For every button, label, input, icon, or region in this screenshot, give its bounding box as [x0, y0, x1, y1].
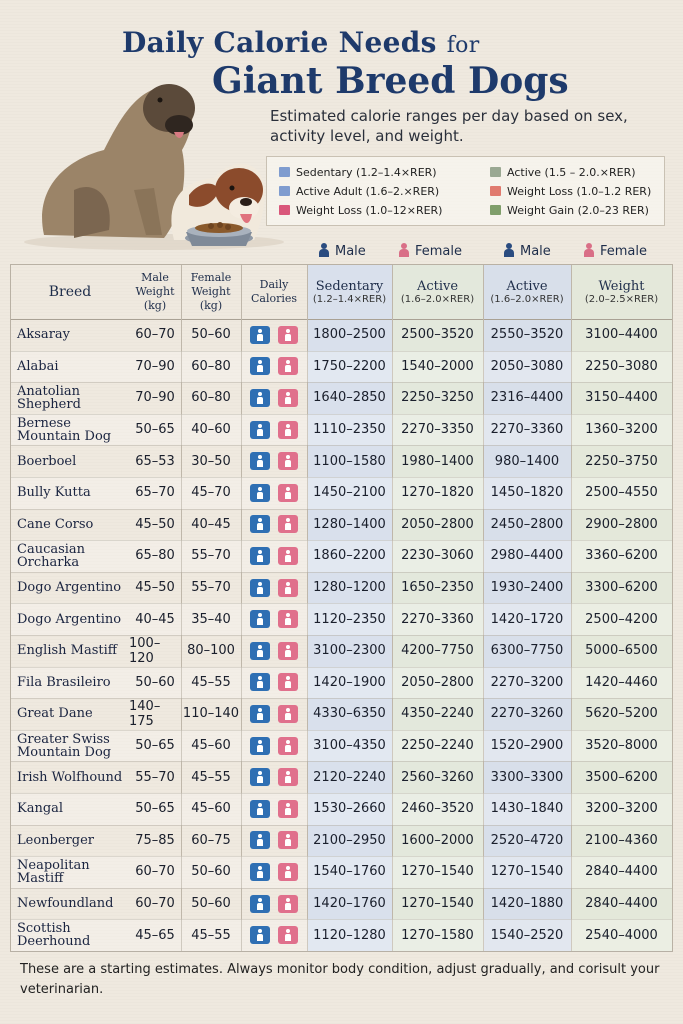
daily-calories-icons — [241, 635, 307, 667]
female-weight-cell: 45–70 — [191, 485, 231, 501]
active-male-cell: 6300–7750 — [490, 643, 564, 659]
table-row — [11, 319, 672, 352]
male-weight-cell: 75–85 — [135, 832, 175, 848]
legend-item-weight-loss-2: Weight Loss (1.0–12×RER) — [279, 203, 442, 219]
sedentary-cell: 1420–1900 — [313, 674, 386, 690]
table-row — [11, 572, 672, 605]
active-female-cell: 1270–1540 — [401, 864, 474, 880]
table-row — [11, 382, 672, 415]
female-weight-cell: 35–40 — [191, 611, 231, 627]
daily-calories-icons — [241, 698, 307, 730]
breed-name: Fila Brasileiro — [17, 674, 111, 690]
active-male-cell: 1930–2400 — [490, 580, 564, 596]
female-weight-cell: 60–80 — [191, 390, 231, 406]
male-weight-cell: 140–175 — [129, 698, 161, 729]
active-female-cell: 2250–3250 — [401, 390, 474, 406]
table-row — [11, 761, 672, 794]
header-daily-calories: Daily Calories — [250, 278, 298, 305]
male-icon — [250, 515, 270, 533]
weight-cell: 3200–3200 — [585, 801, 658, 817]
male-icon — [250, 610, 270, 628]
sedentary-cell: 2120–2240 — [313, 769, 386, 785]
active-female-cell: 1980–1400 — [401, 453, 474, 469]
daily-calories-icons — [241, 793, 307, 825]
daily-calories-icons — [241, 509, 307, 541]
daily-calories-icons — [241, 919, 307, 951]
daily-calories-icons — [241, 888, 307, 920]
table-row — [11, 856, 672, 889]
active-female-cell: 2230–3060 — [401, 548, 474, 564]
weight-cell: 2100–4360 — [585, 832, 658, 848]
female-icon — [278, 421, 298, 439]
active-female-cell: 2050–2800 — [401, 516, 474, 532]
active-female-cell: 1270–1820 — [401, 485, 474, 501]
breed-name: Dogo Argentino — [17, 580, 122, 596]
daily-calories-icons — [241, 572, 307, 604]
legend-swatch — [279, 205, 290, 215]
active-female-cell: 1270–1580 — [401, 927, 474, 943]
legend-swatch — [490, 205, 501, 215]
active-female-cell: 1540–2000 — [401, 358, 474, 374]
active-female-cell: 4200–7750 — [401, 643, 474, 659]
female-weight-cell: 50–60 — [191, 327, 231, 343]
daily-calories-icons — [241, 667, 307, 699]
sedentary-cell: 1450–2100 — [313, 485, 386, 501]
weight-cell: 3300–6200 — [585, 580, 658, 596]
male-weight-cell: 50–65 — [135, 738, 175, 754]
sedentary-cell: 1640–2850 — [313, 390, 386, 406]
male-weight-cell: 45–50 — [135, 516, 175, 532]
table-header — [11, 265, 672, 320]
female-weight-cell: 40–45 — [191, 516, 231, 532]
footer-note: These are a starting estimates. Always monitor body condition, adjust gradually, and corisult your veterinarian. — [20, 962, 660, 997]
sedentary-cell: 1540–1760 — [313, 864, 386, 880]
title-suffix: for — [446, 33, 480, 58]
female-weight-cell: 30–50 — [191, 453, 231, 469]
active-male-cell: 2050–3080 — [490, 358, 564, 374]
active-male-cell: 1420–1880 — [490, 896, 564, 912]
breed-name: Great Dane — [17, 706, 93, 722]
female-icon — [278, 863, 298, 881]
breed-name: Boerboel — [17, 453, 77, 469]
weight-cell: 2250–3080 — [585, 358, 658, 374]
male-weight-cell: 100–120 — [129, 635, 161, 666]
male-weight-cell: 60–70 — [135, 864, 175, 880]
male-weight-cell: 70–90 — [135, 390, 175, 406]
male-icon — [250, 768, 270, 786]
female-icon — [278, 515, 298, 533]
active-female-cell: 2460–3520 — [401, 801, 474, 817]
male-icon — [318, 243, 330, 257]
breed-name: English Mastiff — [17, 643, 118, 659]
weight-cell: 5000–6500 — [585, 643, 658, 659]
active-male-cell: 980–1400 — [494, 453, 560, 469]
legend-swatch — [490, 186, 501, 196]
daily-calories-icons — [241, 856, 307, 888]
active-male-cell: 2550–3520 — [490, 327, 564, 343]
female-weight-cell: 60–80 — [191, 358, 231, 374]
female-icon — [278, 642, 298, 660]
active-male-cell: 2316–4400 — [490, 390, 564, 406]
header-male-weight: Male Weight (kg) — [135, 271, 175, 312]
male-icon — [250, 389, 270, 407]
active-male-cell: 2270–3260 — [490, 706, 564, 722]
breed-name: Leonberger — [17, 832, 94, 848]
female-weight-cell: 45–60 — [191, 801, 231, 817]
male-icon — [250, 484, 270, 502]
breed-name: Newfoundland — [17, 896, 114, 912]
female-icon — [278, 705, 298, 723]
active-female-cell: 1270–1540 — [401, 896, 474, 912]
male-weight-cell: 40–45 — [135, 611, 175, 627]
table-row — [11, 667, 672, 700]
weight-cell: 1420–4460 — [585, 674, 658, 690]
female-icon — [278, 610, 298, 628]
legend-swatch — [279, 186, 290, 196]
legend-swatch — [279, 167, 290, 177]
dogs-illustration — [14, 70, 289, 255]
active-male-cell: 1430–1840 — [490, 801, 564, 817]
weight-cell: 3360–6200 — [585, 548, 658, 564]
active-female-cell: 2560–3260 — [401, 769, 474, 785]
male-weight-cell: 55–70 — [135, 769, 175, 785]
sedentary-cell: 3100–2300 — [313, 643, 386, 659]
female-icon — [278, 389, 298, 407]
sedentary-cell: 1420–1760 — [313, 896, 386, 912]
daily-calories-icons — [241, 319, 307, 351]
active-male-cell: 1540–2520 — [490, 927, 564, 943]
legend-swatch — [490, 167, 501, 177]
sedentary-cell: 1110–2350 — [313, 422, 386, 438]
subtitle: Estimated calorie ranges per day based on sex, activity level, and weight. — [270, 107, 628, 145]
legend — [266, 156, 665, 226]
female-icon — [398, 243, 410, 257]
sex-header-female-1: Female — [398, 242, 462, 262]
active-female-cell: 2250–2240 — [401, 738, 474, 754]
female-weight-cell: 45–55 — [191, 769, 231, 785]
header-weight: Weight (2.0–2.5×RER) — [584, 279, 659, 305]
weight-cell: 2500–4200 — [585, 611, 658, 627]
table-row — [11, 698, 672, 731]
weight-cell: 2540–4000 — [585, 927, 658, 943]
sedentary-cell: 1800–2500 — [313, 327, 386, 343]
active-male-cell: 2270–3200 — [490, 674, 564, 690]
active-female-cell: 2270–3360 — [401, 611, 474, 627]
female-weight-cell: 50–60 — [191, 896, 231, 912]
table-row — [11, 540, 672, 573]
male-icon — [250, 357, 270, 375]
breed-name: Kangal — [17, 801, 64, 817]
title-line-1: Daily Calorie Needs for — [122, 26, 480, 59]
female-icon — [278, 484, 298, 502]
breed-name: Caucasian Orcharka — [17, 541, 86, 570]
weight-cell: 2900–2800 — [585, 516, 658, 532]
female-icon — [278, 895, 298, 913]
sedentary-cell: 1280–1400 — [313, 516, 386, 532]
male-icon — [250, 737, 270, 755]
daily-calories-icons — [241, 825, 307, 857]
weight-cell: 3150–4400 — [585, 390, 658, 406]
active-male-cell: 1450–1820 — [490, 485, 564, 501]
female-weight-cell: 50–60 — [191, 864, 231, 880]
active-female-cell: 2270–3350 — [401, 422, 474, 438]
male-weight-cell: 50–65 — [135, 801, 175, 817]
male-icon — [250, 673, 270, 691]
male-icon — [250, 579, 270, 597]
female-weight-cell: 55–70 — [191, 548, 231, 564]
male-weight-cell: 65–70 — [135, 485, 175, 501]
female-icon — [278, 673, 298, 691]
weight-cell: 3520–8000 — [585, 738, 658, 754]
header-sedentary: Sedentary (1.2–1.4×RER) — [312, 279, 387, 305]
male-weight-cell: 45–65 — [135, 927, 175, 943]
sex-header-male-2: Male — [503, 242, 551, 262]
sedentary-cell: 2100–2950 — [313, 832, 386, 848]
female-weight-cell: 60–75 — [191, 832, 231, 848]
sedentary-cell: 1120–2350 — [313, 611, 386, 627]
female-icon — [278, 357, 298, 375]
breed-name: Irish Wolfhound — [17, 769, 123, 785]
female-weight-cell: 45–60 — [191, 738, 231, 754]
table-row — [11, 445, 672, 478]
table-row — [11, 793, 672, 826]
female-icon — [278, 737, 298, 755]
breed-name: Greater Swiss Mountain Dog — [17, 731, 112, 760]
table-row — [11, 919, 672, 952]
legend-item-sedentary: Sedentary (1.2–1.4×RER) — [279, 165, 437, 181]
male-icon — [250, 863, 270, 881]
header-breed: Breed — [48, 284, 92, 300]
female-icon — [278, 926, 298, 944]
active-female-cell: 2050–2800 — [401, 674, 474, 690]
daily-calories-icons — [241, 730, 307, 762]
active-male-cell: 3300–3300 — [490, 769, 564, 785]
breed-name: Anatolian Shepherd — [17, 383, 81, 412]
male-icon — [250, 421, 270, 439]
breed-name: Dogo Argentino — [17, 611, 122, 627]
male-icon — [250, 326, 270, 344]
title-line-2: Giant Breed Dogs — [212, 60, 569, 102]
calorie-table — [10, 264, 673, 952]
sedentary-cell: 4330–6350 — [313, 706, 386, 722]
table-row — [11, 414, 672, 447]
male-weight-cell: 50–65 — [135, 422, 175, 438]
sedentary-cell: 1860–2200 — [313, 548, 386, 564]
male-weight-cell: 45–50 — [135, 580, 175, 596]
sedentary-cell: 1100–1580 — [313, 453, 386, 469]
table-row — [11, 603, 672, 636]
male-weight-cell: 60–70 — [135, 896, 175, 912]
female-icon — [278, 768, 298, 786]
male-weight-cell: 70–90 — [135, 358, 175, 374]
female-icon — [583, 243, 595, 257]
header-active-female: Active (1.6–2.0×RER) — [400, 279, 475, 305]
active-male-cell: 2520–4720 — [490, 832, 564, 848]
daily-calories-icons — [241, 414, 307, 446]
header-active-male: Active (1.6–2.0×RER) — [490, 279, 564, 305]
active-female-cell: 4350–2240 — [401, 706, 474, 722]
female-icon — [278, 579, 298, 597]
weight-cell: 3100–4400 — [585, 327, 658, 343]
weight-cell: 2840–4400 — [585, 896, 658, 912]
table-row — [11, 477, 672, 510]
female-icon — [278, 547, 298, 565]
active-male-cell: 1520–2900 — [490, 738, 564, 754]
table-row — [11, 509, 672, 542]
sex-header-female-2: Female — [583, 242, 647, 262]
female-weight-cell: 45–55 — [191, 927, 231, 943]
male-icon — [250, 547, 270, 565]
sex-header-male-1: Male — [318, 242, 366, 262]
daily-calories-icons — [241, 351, 307, 383]
female-icon — [278, 831, 298, 849]
breed-name: Cane Corso — [17, 516, 94, 532]
table-row — [11, 825, 672, 858]
breed-name: Aksaray — [17, 327, 70, 343]
active-male-cell: 2270–3360 — [490, 422, 564, 438]
female-weight-cell: 45–55 — [191, 674, 231, 690]
breed-name: Scottish Deerhound — [17, 921, 91, 950]
female-weight-cell: 40–60 — [191, 422, 231, 438]
male-icon — [250, 895, 270, 913]
breed-name: Bernese Mountain Dog — [17, 415, 112, 444]
legend-item-weight-gain: Weight Gain (2.0–23 RER) — [490, 203, 649, 219]
female-icon — [278, 800, 298, 818]
male-weight-cell: 65–80 — [135, 548, 175, 564]
sedentary-cell: 1120–1280 — [313, 927, 386, 943]
male-weight-cell: 65–53 — [135, 453, 175, 469]
male-icon — [250, 452, 270, 470]
female-weight-cell: 110–140 — [182, 706, 240, 722]
active-male-cell: 2450–2800 — [490, 516, 564, 532]
weight-cell: 2840–4400 — [585, 864, 658, 880]
table-row — [11, 635, 672, 668]
daily-calories-icons — [241, 603, 307, 635]
female-icon — [278, 326, 298, 344]
weight-cell: 1360–3200 — [585, 422, 658, 438]
active-male-cell: 2980–4400 — [490, 548, 564, 564]
table-row — [11, 351, 672, 384]
sedentary-cell: 1530–2660 — [313, 801, 386, 817]
weight-cell: 2250–3750 — [585, 453, 658, 469]
active-female-cell: 1650–2350 — [401, 580, 474, 596]
table-row — [11, 888, 672, 921]
male-icon — [250, 926, 270, 944]
weight-cell: 5620–5200 — [585, 706, 658, 722]
legend-item-active-adult: Active Adult (1.6–2.×RER) — [279, 184, 439, 200]
weight-cell: 3500–6200 — [585, 769, 658, 785]
male-icon — [503, 243, 515, 257]
legend-item-weight-loss-1: Weight Loss (1.0–1.2 RER) — [490, 184, 651, 200]
male-weight-cell: 50–60 — [135, 674, 175, 690]
weight-cell: 2500–4550 — [585, 485, 658, 501]
male-icon — [250, 705, 270, 723]
male-icon — [250, 642, 270, 660]
active-male-cell: 1420–1720 — [490, 611, 564, 627]
female-weight-cell: 55–70 — [191, 580, 231, 596]
daily-calories-icons — [241, 540, 307, 572]
male-icon — [250, 800, 270, 818]
daily-calories-icons — [241, 761, 307, 793]
active-female-cell: 1600–2000 — [401, 832, 474, 848]
breed-name: Neapolitan Mastiff — [17, 857, 90, 886]
male-weight-cell: 60–70 — [135, 327, 175, 343]
breed-name: Alabai — [17, 358, 59, 374]
female-weight-cell: 80–100 — [187, 643, 235, 659]
header-female-weight: Female Weight (kg) — [190, 271, 232, 312]
active-female-cell: 2500–3520 — [401, 327, 474, 343]
male-icon — [250, 831, 270, 849]
daily-calories-icons — [241, 382, 307, 414]
sedentary-cell: 1750–2200 — [313, 358, 386, 374]
breed-name: Bully Kutta — [17, 485, 91, 501]
active-male-cell: 1270–1540 — [490, 864, 564, 880]
daily-calories-icons — [241, 477, 307, 509]
daily-calories-icons — [241, 445, 307, 477]
female-icon — [278, 452, 298, 470]
legend-item-active: Active (1.5 – 2.0.×RER) — [490, 165, 636, 181]
sedentary-cell: 3100–4350 — [313, 738, 386, 754]
table-row — [11, 730, 672, 763]
sedentary-cell: 1280–1200 — [313, 580, 386, 596]
